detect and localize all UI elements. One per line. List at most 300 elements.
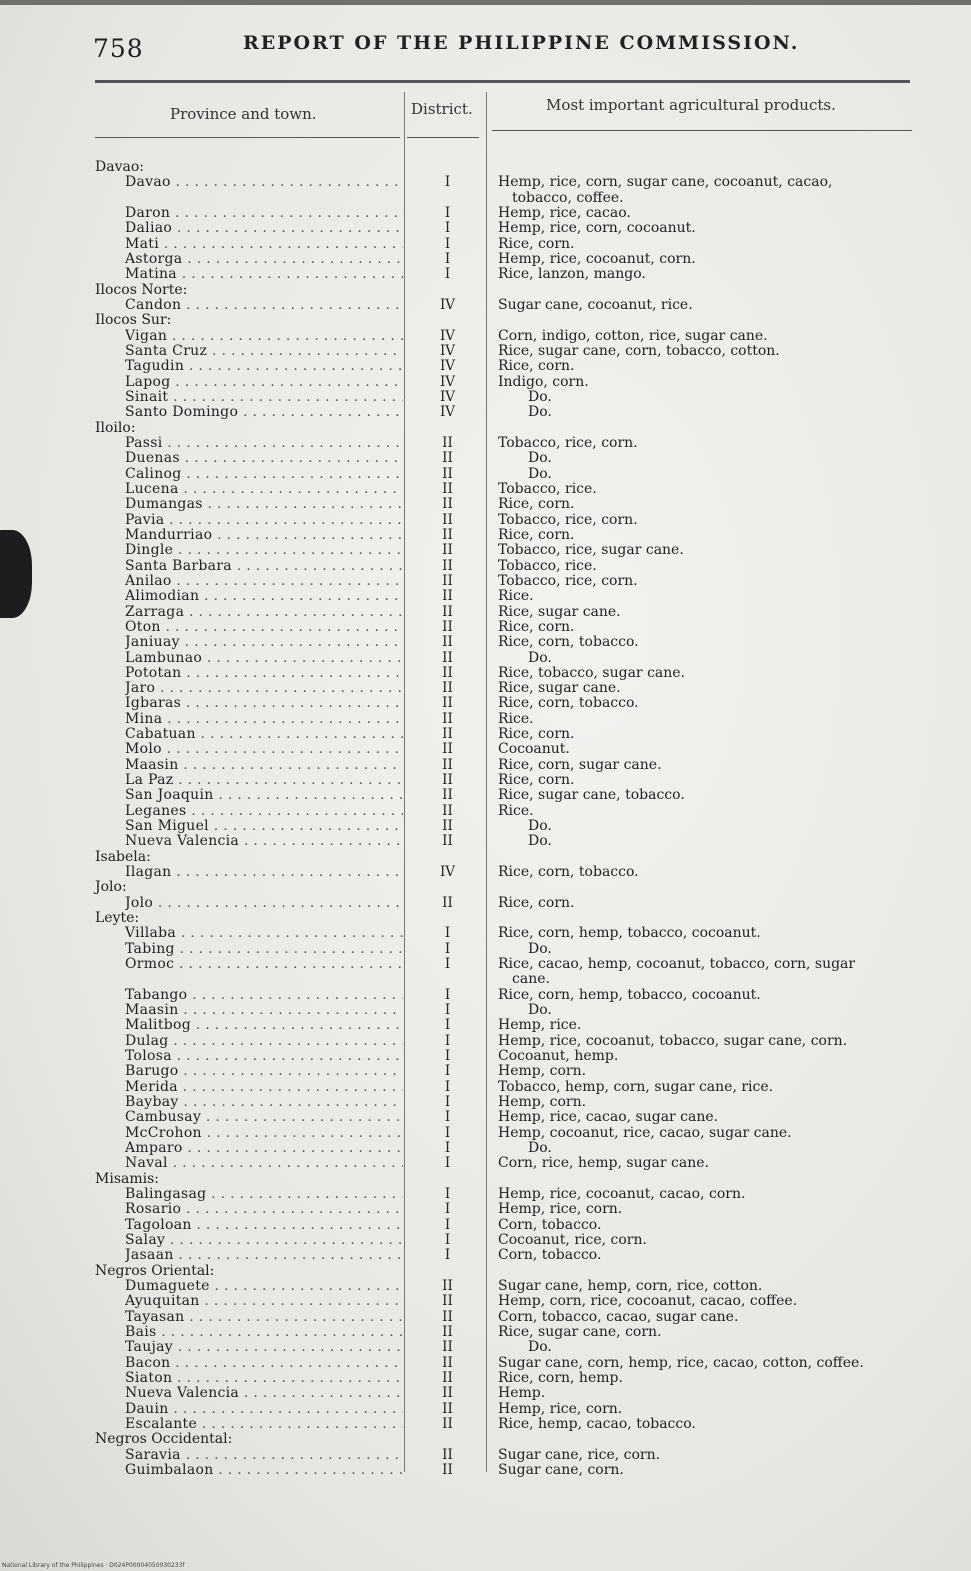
district-value: I (444, 1063, 451, 1080)
district-value: I (444, 174, 451, 191)
town-name: Cambusay . . . (125, 1110, 403, 1125)
table-row (0, 620, 971, 635)
table-row (0, 1417, 971, 1432)
products-value: Hemp, corn, rice, cocoanut, cacao, coffee. (498, 1293, 798, 1310)
district-value: II (442, 1400, 453, 1417)
table-row (0, 513, 971, 528)
town-name: Dumangas . . . (125, 497, 403, 512)
continuation-row (0, 191, 971, 206)
district-value: I (444, 266, 451, 283)
town-name: Escalante . . . (125, 1417, 403, 1432)
table-row (0, 329, 971, 344)
district-value: I (444, 1002, 451, 1019)
district-value: II (442, 557, 453, 574)
products-value: Corn, tobacco. (498, 1216, 602, 1233)
table-row (0, 405, 971, 420)
district-value: II (442, 1323, 453, 1340)
products-value: Hemp, rice, cacao, sugar cane. (498, 1109, 719, 1126)
province-name: Negros Oriental: (95, 1262, 215, 1279)
province-name: Negros Occidental: (95, 1431, 233, 1448)
table-body (0, 160, 971, 1478)
table-row (0, 267, 971, 282)
district-value: I (444, 986, 451, 1003)
district-value: I (444, 1231, 451, 1248)
town-name: San Miguel . . . (125, 819, 403, 834)
district-value: II (442, 1385, 453, 1402)
district-value: I (444, 235, 451, 252)
district-value: II (442, 726, 453, 743)
products-value: Do. (528, 465, 552, 482)
products-value: Rice. (498, 710, 534, 727)
district-value: I (444, 1032, 451, 1049)
products-value: Hemp, rice, corn. (498, 1201, 623, 1218)
products-value: Corn, tobacco. (498, 1247, 602, 1264)
town-name: Oton . . . (125, 620, 403, 635)
town-name: Baybay . . . (125, 1095, 403, 1110)
table-row (0, 221, 971, 236)
district-value: IV (439, 864, 456, 881)
footer-credit: National Library of the Philippines · D024P00004050030233f (2, 1562, 185, 1569)
town-name: Tayasan . . . (125, 1310, 403, 1325)
table-row (0, 175, 971, 190)
province-row (0, 880, 971, 895)
province-row (0, 911, 971, 926)
town-name: Bais . . . (125, 1325, 403, 1340)
district-value: II (442, 772, 453, 789)
district-value: IV (439, 358, 456, 375)
table-row (0, 206, 971, 221)
top-rule (95, 80, 910, 83)
products-value: Hemp. (498, 1385, 546, 1402)
products-continuation: cane. (512, 971, 550, 988)
table-row (0, 451, 971, 466)
town-name: Anilao . . . (125, 574, 403, 589)
products-value: Do. (528, 1339, 552, 1356)
table-row (0, 528, 971, 543)
province-row (0, 283, 971, 298)
products-value: Hemp, rice, cocoanut, cacao, corn. (498, 1185, 746, 1202)
district-value: II (442, 465, 453, 482)
table-row (0, 1371, 971, 1386)
province-row (0, 313, 971, 328)
products-value: Rice, corn, hemp, tobacco, cocoanut. (498, 986, 761, 1003)
products-value: Indigo, corn. (498, 373, 589, 390)
town-name: Jasaan . . . (125, 1248, 403, 1263)
table-row (0, 1018, 971, 1033)
district-value: I (444, 1155, 451, 1172)
town-name: Mina . . . (125, 712, 403, 727)
table-row (0, 1310, 971, 1325)
products-value: Hemp, rice, corn, sugar cane, cocoanut, cacao, (498, 174, 833, 191)
province-name: Leyte: (95, 910, 140, 927)
table-row (0, 834, 971, 849)
products-value: Rice, lanzon, mango. (498, 266, 646, 283)
products-value: Do. (528, 649, 552, 666)
town-name: Leganes . . . (125, 804, 403, 819)
table-row (0, 482, 971, 497)
products-value: Tobacco, rice, corn. (498, 511, 638, 528)
products-value: Hemp, cocoanut, rice, cacao, sugar cane. (498, 1124, 792, 1141)
table-row (0, 896, 971, 911)
products-value: Corn, indigo, cotton, rice, sugar cane. (498, 327, 768, 344)
table-row (0, 865, 971, 880)
products-value: Corn, rice, hemp, sugar cane. (498, 1155, 709, 1172)
district-value: I (444, 204, 451, 221)
district-value: II (442, 1339, 453, 1356)
town-name: Barugo . . . (125, 1064, 403, 1079)
table-row (0, 712, 971, 727)
district-value: II (442, 1277, 453, 1294)
town-name: Alimodian . . . (125, 589, 403, 604)
district-value: IV (439, 373, 456, 390)
products-value: Rice, corn, sugar cane. (498, 756, 662, 773)
products-value: Do. (528, 450, 552, 467)
products-value: Rice. (498, 588, 534, 605)
town-name: Taujay . . . (125, 1340, 403, 1355)
town-name: Santa Cruz . . . (125, 344, 403, 359)
table-row (0, 298, 971, 313)
table-row (0, 1003, 971, 1018)
products-value: Rice, sugar cane, corn, tobacco, cotton. (498, 342, 780, 359)
district-value: II (442, 1293, 453, 1310)
table-row (0, 1080, 971, 1095)
table-row (0, 375, 971, 390)
town-name: Rosario . . . (125, 1202, 403, 1217)
products-value: Do. (528, 940, 552, 957)
column-header-province: Province and town. (170, 105, 317, 123)
town-name: Salay . . . (125, 1233, 403, 1248)
products-value: Sugar cane, corn. (498, 1461, 624, 1478)
table-row (0, 1294, 971, 1309)
table-row (0, 1141, 971, 1156)
town-name: Calinog . . . (125, 467, 403, 482)
products-value: Rice, corn. (498, 526, 575, 543)
town-name: Siaton . . . (125, 1371, 403, 1386)
table-row (0, 696, 971, 711)
table-row (0, 1049, 971, 1064)
table-row (0, 559, 971, 574)
town-name: Tolosa . . . (125, 1049, 403, 1064)
province-name: Misamis: (95, 1170, 159, 1187)
table-row (0, 1233, 971, 1248)
table-row (0, 605, 971, 620)
town-name: Jolo . . . (125, 896, 403, 911)
district-value: II (442, 1446, 453, 1463)
column-header-products: Most important agricultural products. (546, 96, 836, 114)
table-row (0, 467, 971, 482)
province-name: Ilocos Sur: (95, 312, 172, 329)
district-value: II (442, 1415, 453, 1432)
district-value: I (444, 925, 451, 942)
table-row (0, 788, 971, 803)
products-value: Do. (528, 388, 552, 405)
district-value: II (442, 603, 453, 620)
products-value: Hemp, corn. (498, 1094, 587, 1111)
district-value: II (442, 450, 453, 467)
town-name: Amparo . . . (125, 1141, 403, 1156)
table-row (0, 1356, 971, 1371)
products-value: Rice, corn, hemp, tobacco, cocoanut. (498, 925, 761, 942)
table-row (0, 390, 971, 405)
province-name: Iloilo: (95, 419, 136, 436)
district-value: II (442, 526, 453, 543)
town-name: Merida . . . (125, 1080, 403, 1095)
province-row (0, 850, 971, 865)
town-name: Tabing . . . (125, 942, 403, 957)
products-value: Rice, corn. (498, 726, 575, 743)
table-row (0, 1386, 971, 1401)
town-name: Tagudin . . . (125, 359, 403, 374)
table-row (0, 926, 971, 941)
town-name: Cabatuan . . . (125, 727, 403, 742)
products-value: Do. (528, 404, 552, 421)
district-value: II (442, 818, 453, 835)
table-row (0, 344, 971, 359)
table-row (0, 804, 971, 819)
district-value: II (442, 756, 453, 773)
town-name: Maasin . . . (125, 1003, 403, 1018)
products-value: Hemp, rice, cocoanut, corn. (498, 250, 696, 267)
town-name: Duenas . . . (125, 451, 403, 466)
table-row (0, 1095, 971, 1110)
district-value: I (444, 1140, 451, 1156)
table-row (0, 1325, 971, 1340)
town-name: Dumaguete . . . (125, 1279, 403, 1294)
products-value: Hemp, rice, cocoanut, tobacco, sugar cane, corn. (498, 1032, 848, 1049)
town-name: Lucena . . . (125, 482, 403, 497)
products-value: Rice, corn, hemp. (498, 1369, 623, 1386)
town-name: Pavia . . . (125, 513, 403, 528)
products-value: Cocoanut, hemp. (498, 1048, 619, 1065)
town-name: Davao . . . (125, 175, 403, 190)
town-name: Lapog . . . (125, 375, 403, 390)
products-value: Hemp, corn. (498, 1063, 587, 1080)
town-name: Vigan . . . (125, 329, 403, 344)
town-name: Molo . . . (125, 742, 403, 757)
town-name: Mandurriao . . . (125, 528, 403, 543)
town-name: Nueva Valencia . . . (125, 834, 403, 849)
town-name: Passi . . . (125, 436, 403, 451)
table-row (0, 359, 971, 374)
products-value: Hemp, rice. (498, 1017, 582, 1034)
products-value: Sugar cane, hemp, corn, rice, cotton. (498, 1277, 763, 1294)
district-value: I (444, 1078, 451, 1095)
column-header-district: District. (411, 100, 473, 118)
page-number: 758 (93, 34, 144, 63)
district-value: II (442, 588, 453, 605)
products-value: Hemp, rice, corn. (498, 1400, 623, 1417)
header-rule-left (95, 137, 400, 138)
town-name: La Paz . . . (125, 773, 403, 788)
district-value: II (442, 695, 453, 712)
district-value: I (444, 940, 451, 957)
town-name: Nueva Valencia . . . (125, 1386, 403, 1401)
table-row (0, 773, 971, 788)
town-name: Ayuquitan . . . (125, 1294, 403, 1309)
header-rule-mid (407, 137, 479, 138)
district-value: II (442, 741, 453, 758)
town-name: Maasin . . . (125, 758, 403, 773)
province-name: Ilocos Norte: (95, 281, 188, 298)
district-value: I (444, 1201, 451, 1218)
table-row (0, 1218, 971, 1233)
district-value: IV (439, 327, 456, 344)
district-value: I (444, 1216, 451, 1233)
products-value: Rice, tobacco, sugar cane. (498, 664, 686, 681)
products-value: Rice, sugar cane. (498, 680, 621, 697)
table-row (0, 436, 971, 451)
products-value: Hemp, rice, cacao. (498, 204, 631, 221)
town-name: Tabango . . . (125, 988, 403, 1003)
products-value: Sugar cane, rice, corn. (498, 1446, 661, 1463)
town-name: Naval . . . (125, 1156, 403, 1171)
town-name: Jaro . . . (125, 681, 403, 696)
district-value: II (442, 434, 453, 451)
town-name: Dauin . . . (125, 1402, 403, 1417)
district-value: II (442, 787, 453, 804)
table-row (0, 574, 971, 589)
district-value: I (444, 1017, 451, 1034)
town-name: Daliao . . . (125, 221, 403, 236)
products-value: Rice. (498, 802, 534, 819)
district-value: II (442, 894, 453, 911)
town-name: Balingasag . . . (125, 1187, 403, 1202)
table-row (0, 1279, 971, 1294)
table-row (0, 942, 971, 957)
district-value: II (442, 496, 453, 513)
table-row (0, 1034, 971, 1049)
products-value: Sugar cane, cocoanut, rice. (498, 296, 693, 313)
district-value: II (442, 511, 453, 528)
products-value: Rice, hemp, cacao, tobacco. (498, 1415, 696, 1432)
products-value: Sugar cane, corn, hemp, rice, cacao, cotton, coffee. (498, 1354, 864, 1371)
products-value: Tobacco, rice. (498, 557, 597, 574)
table-row (0, 635, 971, 650)
town-name: Bacon . . . (125, 1356, 403, 1371)
district-value: II (442, 680, 453, 697)
district-value: II (442, 634, 453, 651)
district-value: I (444, 1247, 451, 1264)
table-row (0, 1340, 971, 1355)
table-row (0, 742, 971, 757)
province-row (0, 1264, 971, 1279)
table-row (0, 1187, 971, 1202)
district-value: I (444, 1185, 451, 1202)
products-value: Tobacco, rice, corn. (498, 572, 638, 589)
district-value: II (442, 664, 453, 681)
table-row (0, 1110, 971, 1125)
table-row (0, 252, 971, 267)
products-value: Rice, corn, tobacco. (498, 864, 639, 881)
products-value: Do. (528, 1140, 552, 1156)
town-name: Daron . . . (125, 206, 403, 221)
town-name: San Joaquin . . . (125, 788, 403, 803)
table-row (0, 681, 971, 696)
products-value: Rice, cacao, hemp, cocoanut, tobacco, corn, sugar (498, 956, 856, 973)
products-value: Corn, tobacco, cacao, sugar cane. (498, 1308, 739, 1325)
province-name: Davao: (95, 159, 144, 175)
products-value: Tobacco, rice, sugar cane. (498, 542, 684, 559)
products-value: Rice, sugar cane, corn. (498, 1323, 662, 1340)
district-value: II (442, 480, 453, 497)
district-value: I (444, 1048, 451, 1065)
products-value: Tobacco, rice, corn. (498, 434, 638, 451)
district-value: IV (439, 342, 456, 359)
products-value: Rice, corn. (498, 894, 575, 911)
district-value: II (442, 710, 453, 727)
town-name: Janiuay . . . (125, 635, 403, 650)
town-name: McCrohon . . . (125, 1126, 403, 1141)
table-row (0, 1402, 971, 1417)
district-value: IV (439, 404, 456, 421)
district-value: I (444, 250, 451, 267)
district-value: I (444, 1109, 451, 1126)
products-value: Rice, corn, tobacco. (498, 634, 639, 651)
products-value: Cocoanut. (498, 741, 570, 758)
district-value: II (442, 618, 453, 635)
town-name: Zarraga . . . (125, 605, 403, 620)
products-value: Rice, corn. (498, 618, 575, 635)
district-value: I (444, 220, 451, 237)
town-name: Malitbog . . . (125, 1018, 403, 1033)
products-value: Do. (528, 1002, 552, 1019)
table-row (0, 589, 971, 604)
district-value: II (442, 572, 453, 589)
products-value: Rice, sugar cane, tobacco. (498, 787, 685, 804)
products-value: Do. (528, 833, 552, 850)
town-name: Igbaras . . . (125, 696, 403, 711)
district-value: II (442, 542, 453, 559)
products-value: Rice, corn. (498, 358, 575, 375)
products-value: Rice, corn. (498, 235, 575, 252)
district-value: IV (439, 388, 456, 405)
town-name: Lambunao . . . (125, 651, 403, 666)
table-row (0, 651, 971, 666)
district-value: II (442, 1461, 453, 1478)
town-name: Pototan . . . (125, 666, 403, 681)
province-name: Isabela: (95, 848, 151, 865)
district-value: I (444, 956, 451, 973)
town-name: Candon . . . (125, 298, 403, 313)
table-row (0, 237, 971, 252)
district-value: II (442, 1354, 453, 1371)
province-name: Jolo: (95, 879, 127, 896)
table-row (0, 1202, 971, 1217)
district-value: II (442, 1308, 453, 1325)
town-name: Santo Domingo . . . (125, 405, 403, 420)
province-row (0, 421, 971, 436)
town-name: Santa Barbara . . . (125, 559, 403, 574)
town-name: Astorga . . . (125, 252, 403, 267)
products-value: Hemp, rice, corn, cocoanut. (498, 220, 696, 237)
table-row (0, 1126, 971, 1141)
table-row (0, 819, 971, 834)
table-row (0, 957, 971, 972)
header-rule-right (492, 130, 912, 131)
continuation-row (0, 972, 971, 987)
town-name: Saravia . . . (125, 1448, 403, 1463)
table-row (0, 1448, 971, 1463)
products-value: Do. (528, 818, 552, 835)
town-name: Ormoc . . . (125, 957, 403, 972)
running-header: REPORT OF THE PHILIPPINE COMMISSION. (243, 32, 800, 54)
products-value: Rice, sugar cane. (498, 603, 621, 620)
district-value: I (444, 1094, 451, 1111)
table-row (0, 1463, 971, 1478)
district-value: II (442, 802, 453, 819)
province-row (0, 160, 971, 175)
products-value: Cocoanut, rice, corn. (498, 1231, 647, 1248)
